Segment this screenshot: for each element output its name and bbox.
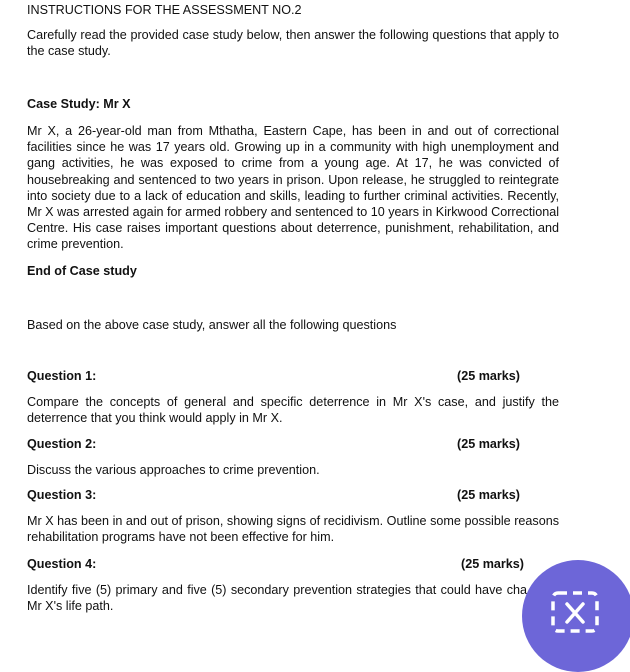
question-1-marks: (25 marks): [457, 369, 521, 383]
page-title: INSTRUCTIONS FOR THE ASSESSMENT NO.2: [27, 3, 302, 17]
question-1-text: Compare the concepts of general and specific deterrence in Mr X's case, and justify the deterrence that you think would apply in Mr X.: [27, 395, 559, 426]
case-study-heading: Case Study: Mr X: [27, 97, 131, 111]
question-4-marks: (25 marks): [461, 557, 525, 571]
question-2-text: Discuss the various approaches to crime prevention.: [27, 463, 320, 477]
question-2-marks: (25 marks): [457, 437, 521, 451]
case-study-body: Mr X, a 26-year-old man from Mthatha, Eastern Cape, has been in and out of correctional facilities since he was 17 years old. Growing up in a community with high unemployment and gang activities, he was exposed to crime from a young age. At 17, he was convicted of housebreaking and sentenced to two years in prison. Upon release, he struggled to reintegrate into society due to a lack of education and skills, leading to further criminal activities. Recently, Mr X was arrested again for armed robbery and sentenced to 10 years in Kirkwood Correctional Centre. His case raises important questions about deterrence, punishment, rehabilitation, and crime prevention.: [27, 124, 559, 252]
scan-button[interactable]: [522, 560, 630, 672]
question-1-label: Question 1:: [27, 369, 97, 383]
question-3-label: Question 3:: [27, 488, 97, 502]
case-study-end: End of Case study: [27, 264, 137, 278]
intro-text: Carefully read the provided case study below, then answer the following questions that apply to the case study.: [27, 28, 559, 59]
instruction-text: Based on the above case study, answer all the following questions: [27, 318, 397, 332]
question-2-label: Question 2:: [27, 437, 97, 451]
question-3-marks: (25 marks): [457, 488, 521, 502]
question-4-text: Identify five (5) primary and five (5) secondary prevention strategies that could have cha Mr X's life path.: [27, 583, 527, 614]
question-4-label: Question 4:: [27, 557, 97, 571]
question-3-text: Mr X has been in and out of prison, showing signs of recidivism. Outline some possible reasons rehabilitation programs have not been effective for him.: [27, 514, 559, 545]
scan-icon: [550, 590, 600, 634]
